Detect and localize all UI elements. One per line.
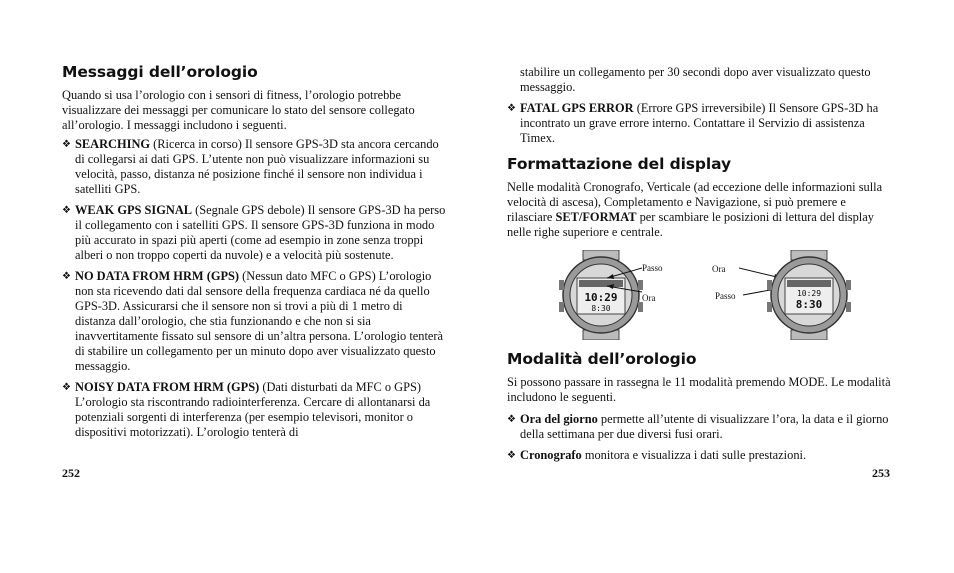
label-passo-1: Passo [642, 263, 663, 273]
bullet-icon: ❖ [62, 205, 71, 216]
list-item: ❖ Cronografo monitora e visualizza i dati sulle prestazioni. [507, 448, 807, 462]
page-number-right: 253 [872, 466, 890, 480]
format-paragraph: Nelle modalità Cronografo, Verticale (ad eccezione delle informazioni sulla velocità di ascesa), Completamento e Navigazione, si può premere e rilasciare SET/FORMAT per scambiare le posizioni di lettura del display nelle righe superiore e centrale. [507, 180, 883, 239]
right-page [507, 65, 891, 469]
label-passo-2: Passo [715, 291, 736, 301]
continuation-text: stabilire un collegamento per 30 secondi dopo aver visualizzato questo messaggio. [520, 65, 871, 94]
bullet-icon: ❖ [62, 382, 71, 393]
label-ora-2: Ora [712, 264, 726, 274]
list-item: ❖ FATAL GPS ERROR (Errore GPS irreversibile) Il Sensore GPS-3D ha incontrato un grave errore interno. Contattare il Servizio di assistenza Timex. [507, 101, 879, 145]
list-item: ❖ Ora del giorno permette all’utente di visualizzare l’ora, la data e il giorno della settimana per due diversi fusi orari. [507, 412, 889, 441]
left-page [62, 63, 446, 446]
list-item: ❖ NO DATA FROM HRM (GPS) (Nessun dato MFC o GPS) L’orologio non sta ricevendo dati dal sensore della frequenza cardiaca né da quello GPS-3D. Assicurarsi che il sensore non si trovi a più di 1 metro di distanza dall’orologio, che stia funzionando e che non si sia inavvertitamente fissato sul sensore di un’altra persona. L’orologio tenterà di stabilire un collegamento per un minuto dopo aver visualizzato questo messaggio. [62, 269, 444, 373]
bullet-icon: ❖ [507, 103, 516, 114]
message-list [62, 137, 446, 440]
watch-illustration-2 [765, 250, 853, 340]
watch2-digits-top: 10:29 [796, 289, 822, 298]
bullet-icon: ❖ [507, 450, 516, 461]
section-title-formattazione: Formattazione del display [507, 155, 732, 173]
section-title-messaggi: Messaggi dell’orologio [62, 63, 258, 81]
list-item: ❖ WEAK GPS SIGNAL (Segnale GPS debole) Il sensore GPS-3D ha perso il collegamento con i satelliti GPS. Il sensore GPS-3D funziona in modo più accurato in spazi più aperti (come ad esempio in zone senza troppi alberi o non troppo coperti da nuvole) e a velocità più sostenute. [62, 203, 446, 262]
list-item: ❖ SEARCHING (Ricerca in corso) Il sensore GPS-3D sta ancora cercando di collegarsi ai dati GPS. L’utente non può visualizzare informazioni su velocità, passo, distanza né posizione finché il sensore non individua i satelliti GPS. [62, 137, 439, 196]
watch1-digits-top: 10:29 [584, 291, 618, 304]
modes-paragraph: Si possono passare in rassegna le 11 modalità premendo MODE. Le modalità includono le seguenti. [507, 375, 891, 404]
bullet-icon: ❖ [62, 139, 71, 150]
bullet-icon: ❖ [507, 414, 516, 425]
intro-paragraph: Quando si usa l’orologio con i sensori di fitness, l’orologio potrebbe visualizzare dei messaggi per comunicare lo stato del sensore collegato all’orologio. I messaggi includono i seguenti. [62, 88, 415, 132]
modes-list [507, 412, 891, 463]
watch1-digits-bottom: 8:30 [591, 304, 611, 313]
message-list-continued [507, 101, 891, 146]
label-ora-1: Ora [642, 293, 656, 303]
watch2-digits-bottom: 8:30 [795, 298, 823, 311]
section-title-modalita: Modalità dell’orologio [507, 350, 697, 368]
page-number-left: 252 [62, 466, 80, 480]
watch-figure [507, 250, 891, 340]
list-item: ❖ NOISY DATA FROM HRM (GPS) (Dati disturbati da MFC o GPS) L’orologio sta riscontrando radiointerferenza. Cercare di allontanarsi da potenziali sorgenti di interferenza (per esempio televisori, monitor o dispositivi motorizzati). L’orologio tenterà di [62, 380, 431, 439]
bullet-icon: ❖ [62, 271, 71, 282]
